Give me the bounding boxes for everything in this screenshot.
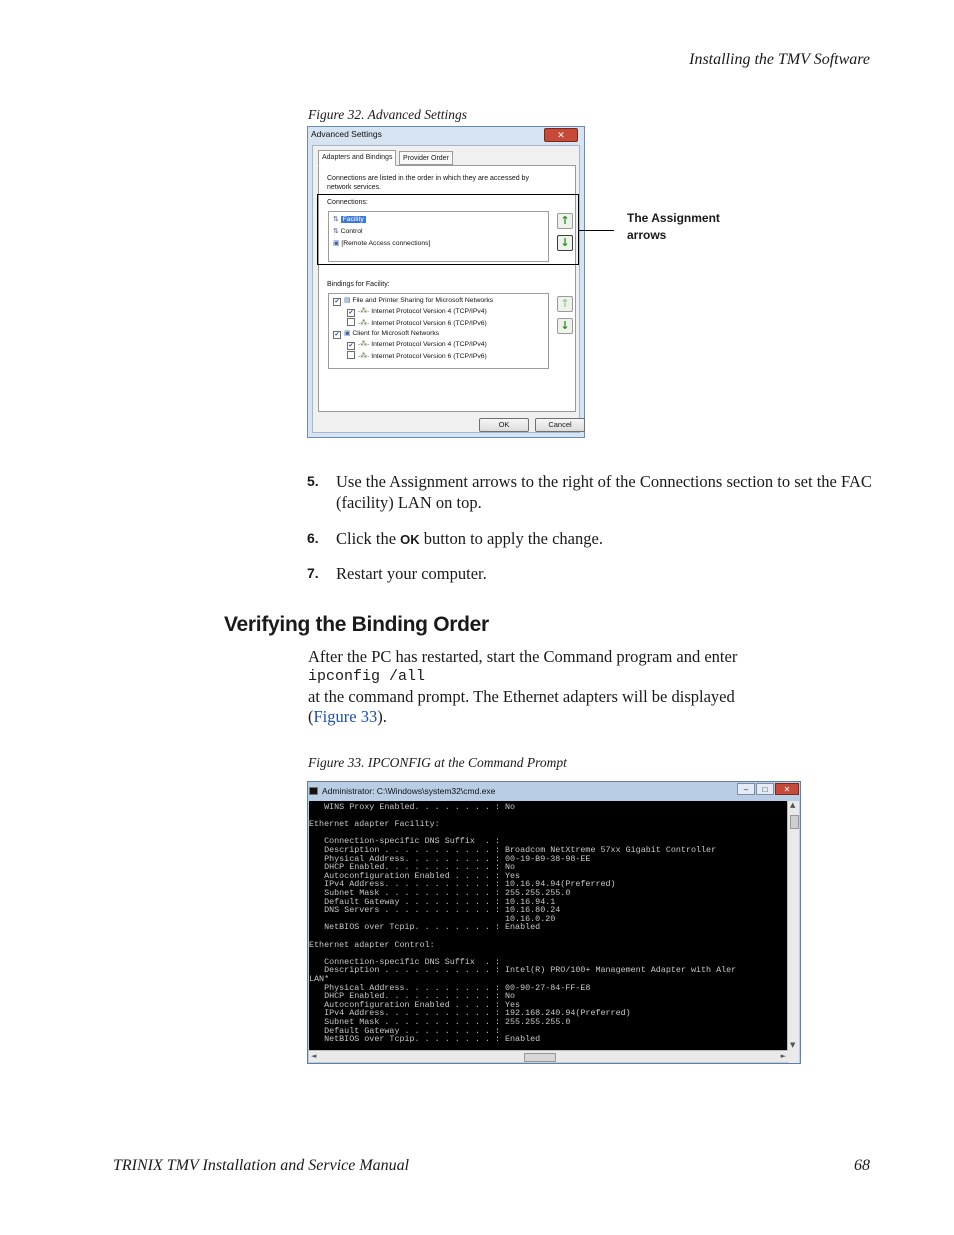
running-header: Installing the TMV Software (689, 51, 870, 68)
bindings-list[interactable] (328, 293, 549, 369)
list-item[interactable] (333, 296, 493, 306)
console-line: Autoconfiguration Enabled . . . . : Yes (309, 870, 521, 881)
dialog-body (312, 145, 580, 433)
maximize-button[interactable]: □ (756, 783, 774, 795)
figure-33-link[interactable]: Figure 33 (313, 707, 378, 726)
ok-button[interactable]: OK (479, 418, 529, 432)
connections-callout-box (317, 194, 579, 265)
step-text-before: Click the (336, 529, 397, 548)
binding-checkbox[interactable] (347, 351, 355, 359)
console-line: Description . . . . . . . . . . . : Broadcom NetXtreme 57xx Gigabit Controller (309, 845, 717, 855)
minimize-button[interactable]: ‒ (737, 783, 755, 795)
paren-close: ). (377, 707, 387, 726)
binding-label: Internet Protocol Version 6 (TCP/IPv6) (371, 320, 487, 327)
console-line: Ethernet adapter Control: (309, 939, 435, 950)
console-line: Autoconfiguration Enabled . . . . : Yes (309, 999, 521, 1010)
section-heading: Verifying the Binding Order (224, 613, 489, 636)
binding-label: Client for Microsoft Networks (352, 330, 440, 337)
callout-line-2: arrows (627, 228, 667, 242)
console-line: Connection-specific DNS Suffix . : (309, 956, 500, 967)
console-line: DHCP Enabled. . . . . . . . . . . : No (309, 991, 516, 1002)
callout-label (627, 210, 720, 244)
advanced-settings-dialog (307, 126, 585, 438)
protocol-icon: -⁂- (358, 341, 372, 348)
binding-checkbox[interactable] (347, 318, 355, 326)
console-line: 10.16.0.20 (309, 913, 556, 924)
step-5 (307, 471, 873, 513)
console-line: DHCP Enabled. . . . . . . . . . . : No (309, 862, 516, 873)
network-adapter-icon: ⇅ (333, 216, 339, 223)
console-line: Subnet Mask . . . . . . . . . . . : 255.255.255.0 (309, 888, 571, 898)
move-up-arrow-button[interactable]: ↑ (557, 213, 573, 229)
protocol-icon: -⁂- (358, 353, 372, 360)
list-item[interactable] (347, 351, 487, 360)
paren-open: ( (308, 707, 314, 726)
step-text: Use the Assignment arrows to the right of the Connections section to set the FAC (facility) LAN on top. (336, 472, 872, 512)
section-paragraph-1: After the PC has restarted, start the Command program and enter (308, 647, 738, 666)
callout-line-1: The Assignment (627, 211, 720, 225)
binding-checkbox[interactable]: ✔ (334, 332, 340, 338)
binding-checkbox[interactable]: ✔ (334, 299, 340, 305)
list-item[interactable] (347, 340, 487, 350)
remote-access-icon: ▣ (333, 240, 340, 247)
console-line: IPv4 Address. . . . . . . . . . . : 10.16.94.94(Preferred) (309, 879, 616, 890)
console-line: Connection-specific DNS Suffix . : (309, 836, 500, 847)
console-output (309, 801, 788, 1051)
console-line: Default Gateway . . . . . . . . . : (309, 1025, 500, 1036)
bindings-label: Bindings for Facility: (327, 281, 390, 288)
console-line: LAN* (309, 974, 330, 984)
protocol-icon: -⁂- (358, 308, 372, 315)
footer-manual-title: TRINIX TMV Installation and Service Manual (113, 1157, 410, 1174)
cmd-window-title: Administrator: C:\Windows\system32\cmd.exe (322, 786, 496, 796)
vertical-scrollbar[interactable] (787, 801, 799, 1063)
step-text-after: button to apply the change. (423, 529, 603, 548)
command-text: ipconfig /all (308, 668, 426, 685)
step-6 (307, 528, 873, 550)
tab-provider-order[interactable]: Provider Order (399, 151, 453, 165)
scroll-down-arrow-icon[interactable]: ▼ (790, 1041, 796, 1049)
console-line: Description . . . . . . . . . . . : Intel(R) PRO/100+ Management Adapter with Aler (309, 965, 737, 976)
step-text: Restart your computer. (336, 564, 487, 583)
cmd-window (307, 781, 801, 1064)
step-text (336, 528, 873, 550)
close-button[interactable]: ✕ (775, 783, 799, 795)
connection-control-label: Control (340, 228, 363, 235)
dialog-close-button[interactable]: ✕ (544, 128, 578, 142)
vertical-scroll-thumb[interactable] (790, 815, 799, 829)
scroll-right-arrow-icon[interactable]: ► (780, 1052, 786, 1060)
dialog-title: Advanced Settings (311, 129, 382, 139)
scroll-left-arrow-icon[interactable]: ◄ (311, 1052, 317, 1060)
figure-reference-line (308, 707, 878, 727)
connections-label: Connections: (327, 199, 368, 206)
window-buttons (736, 783, 799, 796)
page-number: 68 (854, 1157, 870, 1174)
console-line: DNS Servers . . . . . . . . . . . : 10.16.80.24 (309, 905, 561, 916)
bindings-move-up-button[interactable]: ↑ (557, 296, 573, 312)
connections-description: Connections are listed in the order in which they are accessed by network services. (327, 175, 529, 191)
console-line: Ethernet adapter Facility: (309, 819, 440, 830)
client-icon: ▣ (344, 330, 353, 337)
console-line: Subnet Mask . . . . . . . . . . . : 255.255.255.0 (309, 1017, 571, 1027)
console-line: Physical Address. . . . . . . . . : 00-19-B9-38-98-EE (309, 853, 591, 864)
binding-checkbox[interactable]: ✔ (348, 310, 354, 316)
ok-keyword: OK (400, 532, 420, 547)
section-paragraph-2: at the command prompt. The Ethernet adapters will be displayed (308, 687, 735, 706)
connection-facility-label: Facility (342, 216, 364, 223)
list-item[interactable] (347, 318, 487, 327)
binding-label: Internet Protocol Version 6 (TCP/IPv6) (371, 353, 487, 360)
binding-label: File and Printer Sharing for Microsoft Networks (352, 297, 494, 304)
list-item[interactable] (333, 329, 439, 339)
network-adapter-icon: ⇅ (333, 228, 339, 235)
bindings-move-down-button[interactable]: ↓ (557, 318, 573, 334)
step-number: 7. (307, 565, 319, 581)
console-line: Default Gateway . . . . . . . . . : 10.16.94.1 (309, 896, 556, 907)
sharing-icon: ▤ (344, 297, 353, 304)
binding-checkbox[interactable]: ✔ (348, 343, 354, 349)
console-line: NetBIOS over Tcpip. . . . . . . . : Enabled (309, 1034, 541, 1045)
step-7 (307, 563, 873, 584)
horizontal-scrollbar[interactable] (309, 1050, 788, 1062)
binding-label: Internet Protocol Version 4 (TCP/IPv4) (371, 308, 487, 315)
horizontal-scroll-thumb[interactable] (524, 1053, 556, 1062)
figure-32-caption: Figure 32. Advanced Settings (308, 107, 467, 122)
tab-adapters-and-bindings[interactable]: Adapters and Bindings (318, 150, 396, 166)
cmd-icon (309, 787, 318, 795)
scroll-up-arrow-icon[interactable]: ▲ (790, 801, 796, 809)
protocol-icon: -⁂- (358, 320, 372, 327)
figure-33-caption: Figure 33. IPCONFIG at the Command Prompt (308, 755, 567, 770)
move-down-arrow-button[interactable]: ↓ (557, 235, 573, 251)
cancel-button[interactable]: Cancel (535, 418, 585, 432)
step-number: 5. (307, 473, 319, 489)
connection-remote-label: [Remote Access connections] (341, 240, 431, 247)
console-line: Physical Address. . . . . . . . . : 00-90-27-84-FF-E8 (309, 982, 591, 993)
console-line: WINS Proxy Enabled. . . . . . . . : No (309, 802, 516, 812)
callout-leader-line (579, 230, 614, 231)
console-line: IPv4 Address. . . . . . . . . . . : 192.168.240.94(Preferred) (309, 1008, 631, 1019)
step-number: 6. (307, 530, 319, 546)
binding-label: Internet Protocol Version 4 (TCP/IPv4) (371, 341, 487, 348)
console-line: NetBIOS over Tcpip. . . . . . . . : Enabled (309, 922, 541, 933)
list-item[interactable] (347, 307, 487, 317)
